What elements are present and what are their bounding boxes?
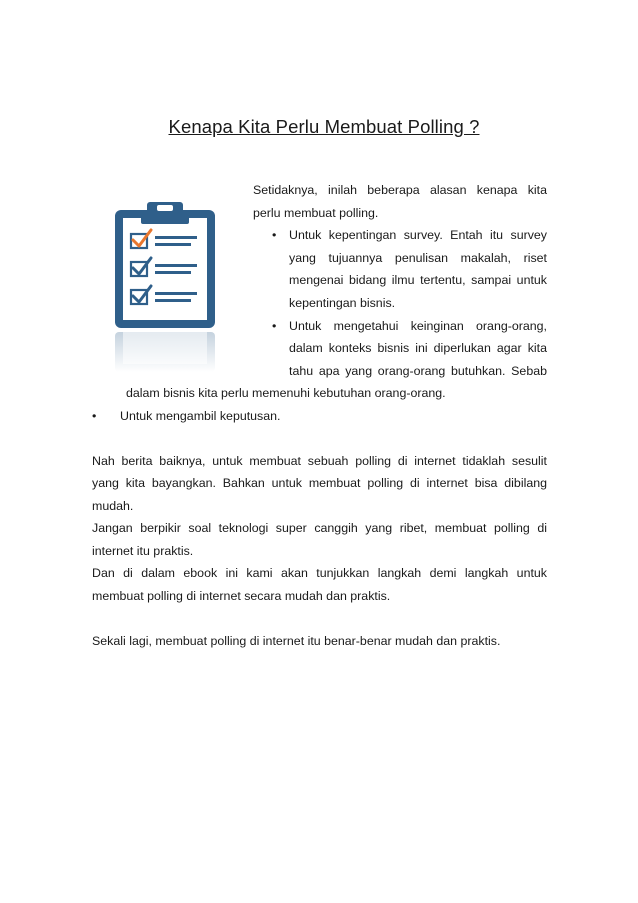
bullet-1-line-3: mengenai bidang ilmu tertentu, sampai untuk: [289, 273, 547, 287]
intro-line-1: Setidaknya, inilah beberapa alasan kenapa kita: [253, 183, 547, 197]
bullet-dot: •: [272, 228, 277, 242]
paragraph-1-line-2: yang kita bayangkan. Bahkan untuk membuat polling di internet bisa dibilang: [92, 476, 547, 490]
bullet-dot: •: [272, 319, 277, 333]
clipboard-checklist-icon: [111, 196, 219, 374]
bullet-dot: •: [92, 409, 97, 423]
paragraph-3-line-2: membuat polling di internet secara mudah dan praktis.: [92, 589, 391, 603]
page-title: Kenapa Kita Perlu Membuat Polling ?: [168, 116, 480, 137]
bullet-2-line-3: tahu apa yang orang-orang butuhkan. Sebab: [289, 364, 547, 378]
intro-line-2: perlu membuat polling.: [253, 206, 379, 220]
bullet-1-line-1: Untuk kepentingan survey. Entah itu survey: [289, 228, 547, 242]
paragraph-3-line-1: Dan di dalam ebook ini kami akan tunjukkan langkah demi langkah untuk: [92, 566, 547, 580]
bullet-3-line-1: Untuk mengambil keputusan.: [120, 409, 281, 423]
bullet-1-line-2: yang tujuannya penulisan makalah, riset: [289, 251, 547, 265]
paragraph-1-line-1: Nah berita baiknya, untuk membuat sebuah polling di internet tidaklah sesulit: [92, 454, 547, 468]
paragraph-1-line-3: mudah.: [92, 499, 134, 513]
paragraph-2-line-2: internet itu praktis.: [92, 544, 194, 558]
paragraph-2-line-1: Jangan berpikir soal teknologi super canggih yang ribet, membuat polling di: [92, 521, 547, 535]
closing-line: Sekali lagi, membuat polling di internet itu benar-benar mudah dan praktis.: [92, 634, 501, 648]
bullet-2-line-1: Untuk mengetahui keinginan orang-orang,: [289, 319, 547, 333]
bullet-2-line-4: dalam bisnis kita perlu memenuhi kebutuhan orang-orang.: [126, 386, 446, 400]
bullet-1-line-4: kepentingan bisnis.: [289, 296, 396, 310]
bullet-2-line-2: dalam konteks bisnis ini diperlukan agar kita: [289, 341, 547, 355]
